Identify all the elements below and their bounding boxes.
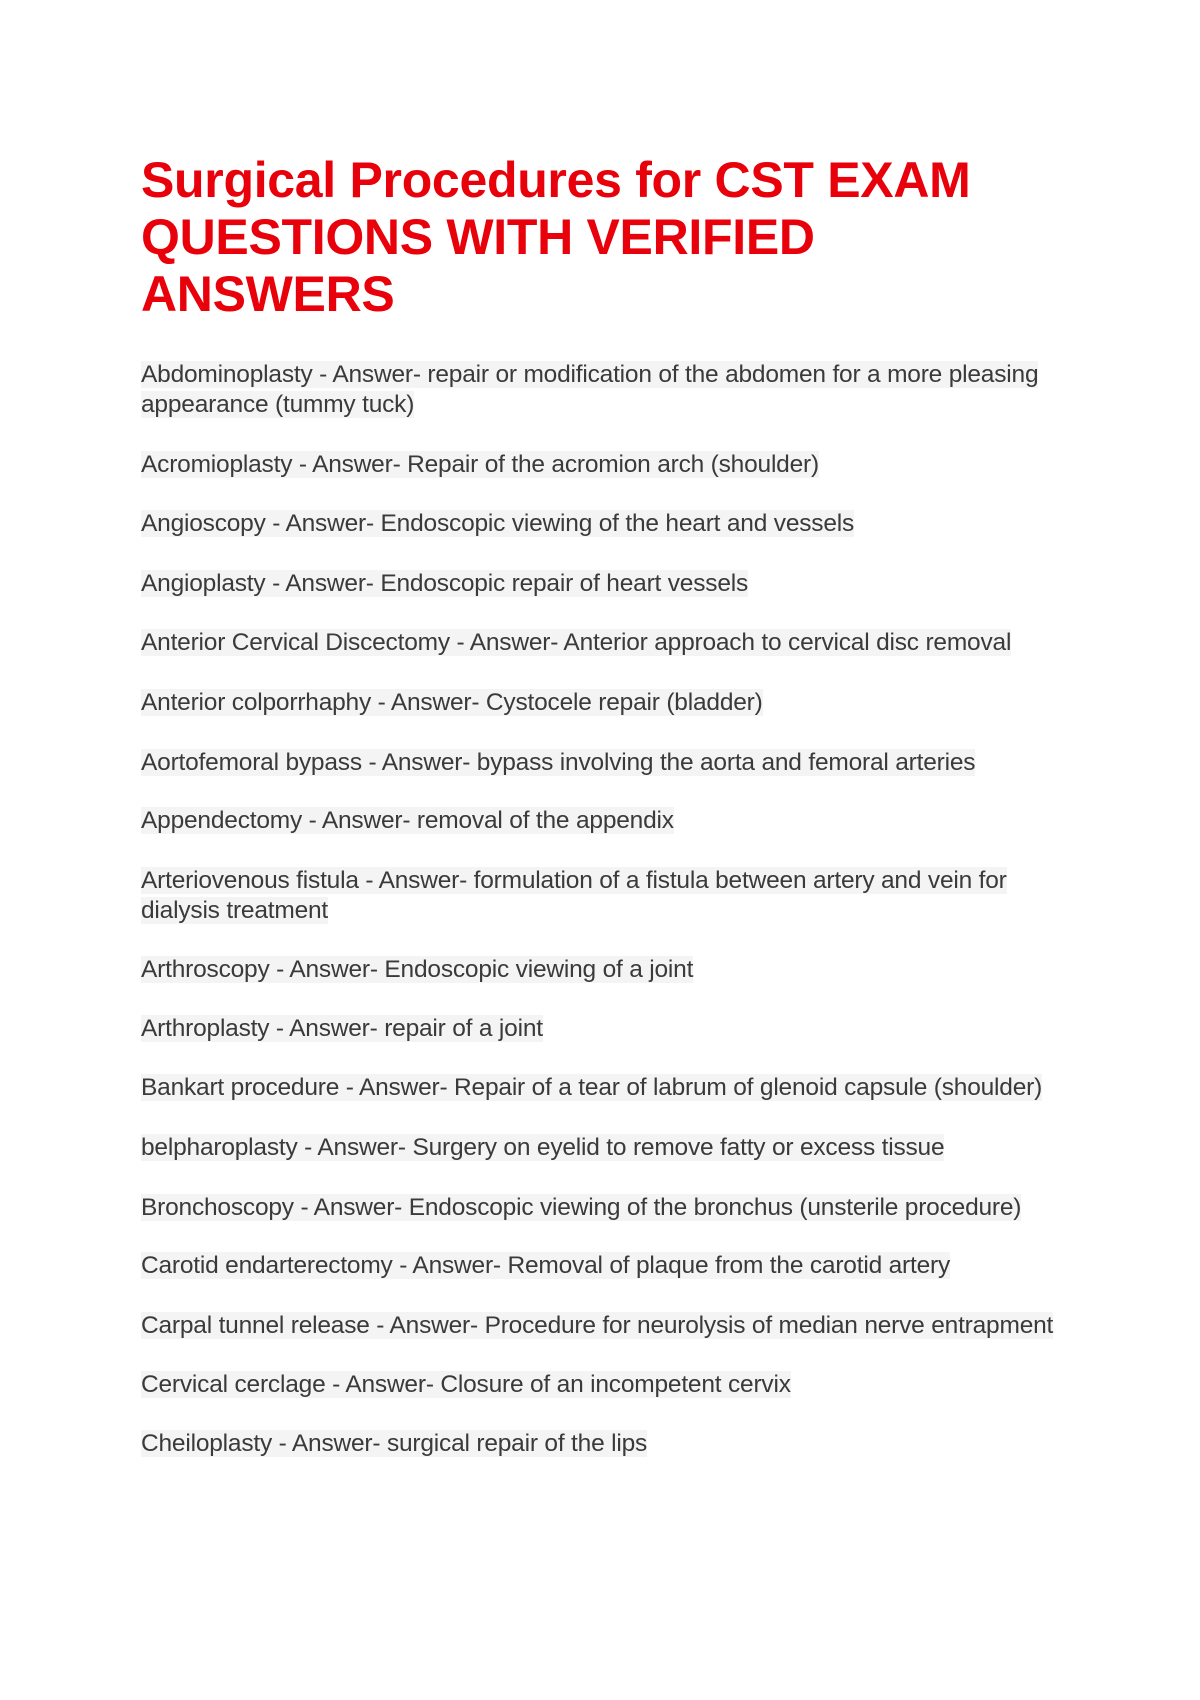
qa-item-text: Bankart procedure - Answer- Repair of a tear of labrum of glenoid capsule (shoulder) (141, 1074, 1043, 1101)
qa-item (141, 509, 854, 539)
qa-item (141, 1311, 1053, 1341)
qa-item-text: Anterior Cervical Discectomy - Answer- Anterior approach to cervical disc removal (141, 629, 1012, 656)
qa-item (141, 450, 819, 480)
qa-item-text: Carotid endarterectomy - Answer- Removal of plaque from the carotid artery (141, 1252, 951, 1279)
qa-item (141, 1014, 543, 1044)
qa-item-text: Aortofemoral bypass - Answer- bypass involving the aorta and femoral arteries (141, 749, 976, 776)
qa-item-text: Anterior colporrhaphy - Answer- Cystocele repair (bladder) (141, 689, 763, 716)
qa-item-text: Bronchoscopy - Answer- Endoscopic viewing of the bronchus (unsterile procedure) (141, 1194, 1022, 1221)
qa-item (141, 866, 1021, 926)
qa-item (141, 1193, 1021, 1223)
qa-item (141, 1073, 1042, 1103)
qa-item (141, 628, 1011, 658)
qa-item-text: Acromioplasty - Answer- Repair of the acromion arch (shoulder) (141, 451, 819, 478)
qa-item (141, 748, 975, 778)
qa-item-text: Cervical cerclage - Answer- Closure of an incompetent cervix (141, 1371, 791, 1398)
qa-item-text: Arthroscopy - Answer- Endoscopic viewing of a joint (141, 956, 694, 983)
qa-item-text: Arteriovenous fistula - Answer- formulation of a fistula between artery and vein for dialysis treatment (141, 867, 1007, 924)
qa-item (141, 955, 693, 985)
qa-item (141, 1370, 791, 1400)
qa-item-text: Carpal tunnel release - Answer- Procedure for neurolysis of median nerve entrapment (141, 1312, 1054, 1339)
qa-item-text: Angioscopy - Answer- Endoscopic viewing of the heart and vessels (141, 510, 855, 537)
qa-item-text: Cheiloplasty - Answer- surgical repair of the lips (141, 1430, 648, 1457)
qa-item (141, 688, 763, 718)
qa-item-text: Appendectomy - Answer- removal of the appendix (141, 807, 674, 834)
qa-item-text: Arthroplasty - Answer- repair of a joint (141, 1015, 543, 1042)
qa-item-text: Abdominoplasty - Answer- repair or modification of the abdomen for a more pleasing appearance (tummy tuck) (141, 361, 1039, 418)
qa-item (141, 1133, 944, 1163)
qa-item (141, 360, 1041, 420)
qa-item-text: Angioplasty - Answer- Endoscopic repair of heart vessels (141, 570, 749, 597)
page-title: Surgical Procedures for CST EXAM QUESTIONS WITH VERIFIED ANSWERS (141, 152, 971, 322)
qa-item (141, 569, 748, 599)
qa-item (141, 806, 674, 836)
qa-item-text: belpharoplasty - Answer- Surgery on eyelid to remove fatty or excess tissue (141, 1134, 945, 1161)
qa-item (141, 1251, 950, 1281)
qa-item (141, 1429, 647, 1459)
